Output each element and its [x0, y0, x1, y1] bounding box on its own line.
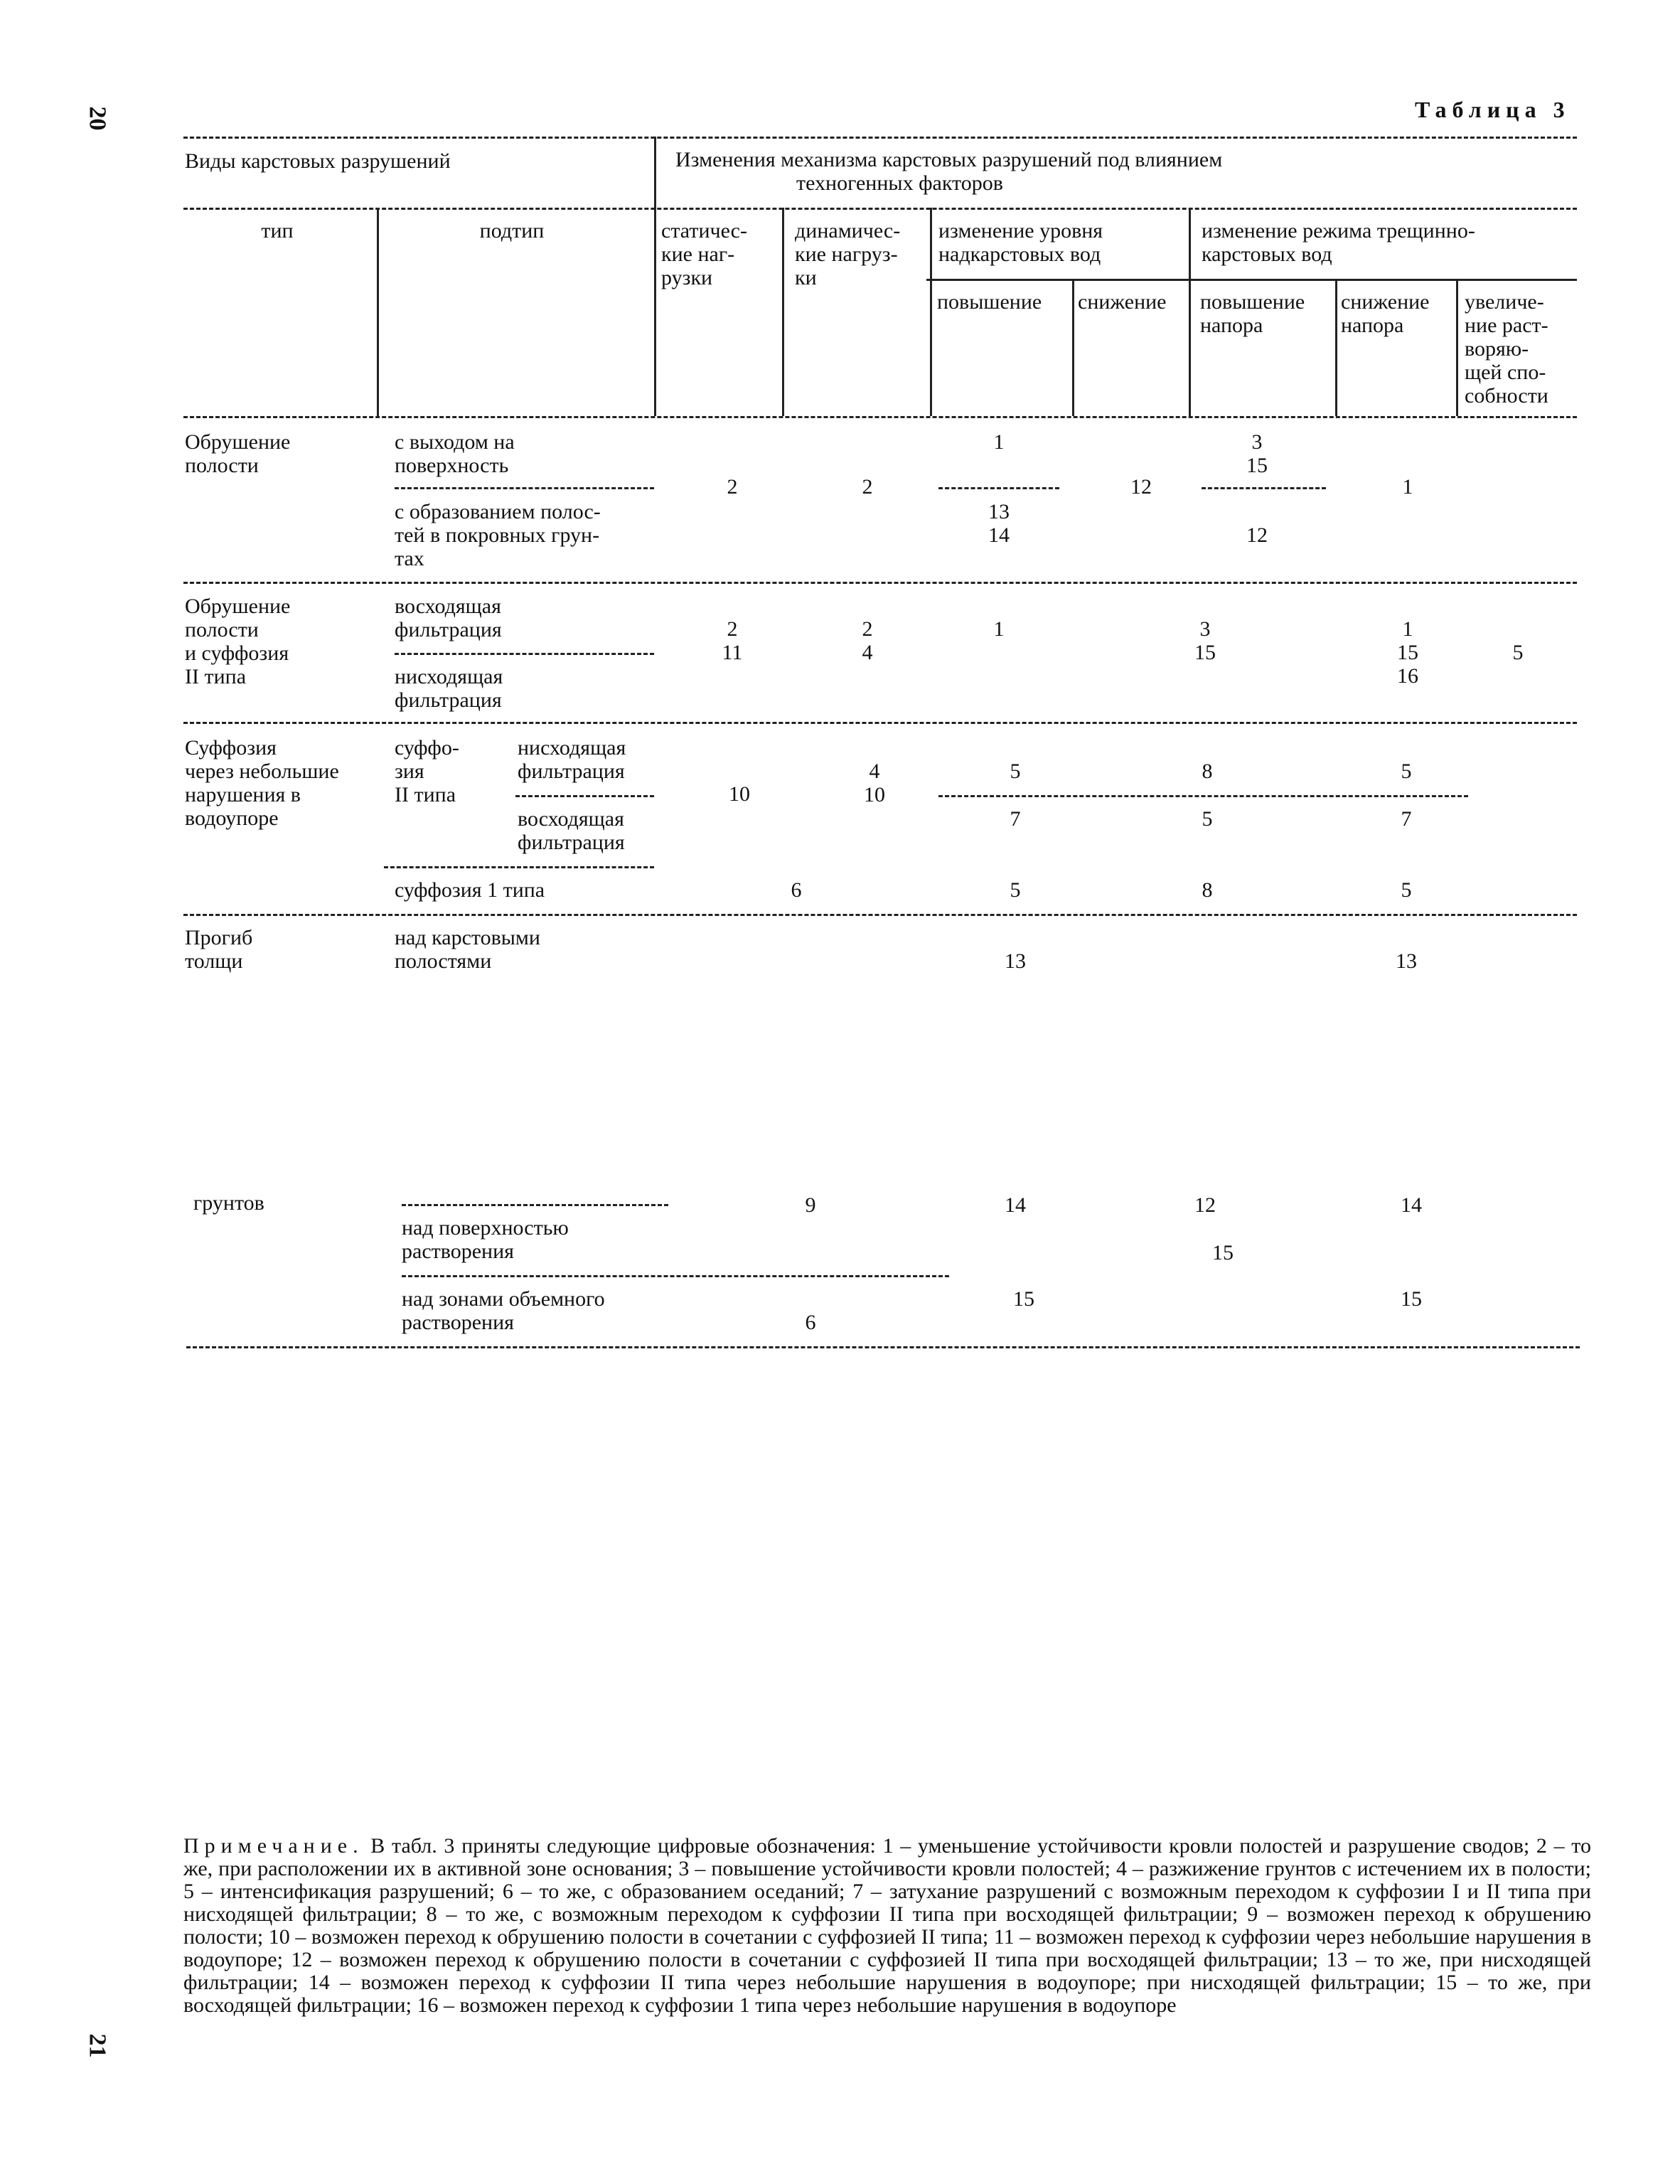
row5-rise-b: 15: [1013, 1287, 1034, 1311]
header-group-right-2: техногенных факторов: [796, 171, 1003, 195]
header-subtype: подтип: [479, 219, 545, 243]
table-title: Таблица 3: [1415, 97, 1571, 122]
row3-dynamic: 4 10: [864, 760, 885, 806]
header-level: изменение уровня надкарстовых вод: [938, 219, 1103, 266]
row1-rise-b: 13 14: [988, 500, 1010, 547]
row1-type: Обрушение полости: [185, 430, 291, 477]
row4-type: Прогиб толщи: [185, 926, 253, 973]
row5-fall: 12: [1194, 1193, 1216, 1217]
row2-press-fall: 1 15 16: [1397, 617, 1418, 688]
row3c-press-fall: 5: [1401, 878, 1412, 902]
row3-subtype-c: суффозия 1 типа: [395, 878, 545, 902]
page-number-bottom: 21: [84, 2033, 111, 2058]
row2-press-rise: 3 15: [1194, 617, 1216, 664]
header-type: тип: [261, 219, 294, 243]
row3-press-rise-a: 8: [1202, 760, 1213, 783]
row5-press-fall: 14: [1401, 1193, 1422, 1217]
header-dissolve: увеличе- ние раст- воряю- щей спо- собности: [1465, 290, 1548, 407]
row3-subtype-b: восходящая фильтрация: [518, 807, 625, 854]
header-regime: изменение режима трещинно- карстовых вод: [1202, 219, 1475, 266]
row2-rise: 1: [993, 617, 1005, 641]
row5-type: грунтов: [193, 1191, 264, 1215]
row1-press-fall: 1: [1402, 475, 1413, 499]
row5-press-rise: 15: [1212, 1241, 1234, 1264]
row2-dynamic: 2 4: [862, 617, 873, 664]
row3-press-fall-a: 5: [1401, 760, 1412, 783]
row4-subtype: над карстовыми полостями: [395, 926, 540, 973]
row5-subtype-b: над зонами объемного растворения: [402, 1287, 605, 1334]
row3-rise-b: 7: [1010, 807, 1021, 831]
row3c-rise: 5: [1010, 878, 1021, 902]
row4-press-fall: 13: [1396, 949, 1417, 973]
row2-static: 2 11: [722, 617, 743, 664]
table-note: [183, 1835, 1591, 2017]
header-rise: повышение: [937, 290, 1042, 314]
note-text: В табл. 3 приняты следующие цифровые обозначения: 1 – уменьшение устойчивости кровли полостей и разрушение сводов; 2 – то же, при расположении их в активной зоне основания; 3 – повышение устойчивости кровли полостей; 4 – разжижение грунтов с истечением их в полости; 5 – интенсификация разрушений; 6 – то же, с образованием оседаний; 7 – затухание разрушений с возможным переходом к суффозии I и II типа при нисходящей фильтрации; 8 – то же, с возможным переходом к суффозии II типа при восходящей фильтрации; 9 – возможен переход к обрушению полости; 10 – возможен переход к обрушению полости в сочетании с суффозией II типа; 11 – возможен переход к суффозии через небольшие нарушения в водоупоре; 12 – возможен переход к обрушению полости в сочетании с суффозией II типа при восходящей фильтрации; 13 – то же, при нисходящей фильтрации; 14 – возможен переход к суффозии II типа через небольшие нарушения в водоупоре; при нисходящей фильтрации; 15 – то же, при восходящей фильтрации; 16 – возможен переход к суффозии 1 типа через небольшие нарушения в водоупоре: [183, 1834, 1591, 2017]
row1-subtype-a: с выходом на поверхность: [395, 430, 515, 477]
row1-subtype-b: с образованием полос- тей в покровных грун- тах: [395, 500, 601, 570]
row1-rise-a: 1: [993, 430, 1005, 454]
row5-press-fall-b: 15: [1401, 1287, 1422, 1311]
note-label: Примечание.: [183, 1834, 364, 1858]
row5-rise: 14: [1005, 1193, 1026, 1217]
row3-static: 10: [729, 782, 750, 806]
row2-dissolve: 5: [1512, 641, 1524, 664]
page-number-top: 20: [84, 106, 111, 131]
row1-static: 2: [727, 475, 738, 499]
row5-static-b: 6: [805, 1311, 816, 1334]
row1-press-rise-a: 3 15: [1246, 430, 1268, 477]
row1-press-rise-b: 12: [1246, 523, 1268, 547]
row2-subtype-a: восходящая фильтрация: [395, 595, 502, 641]
row3-subtype-main: суффо- зия II типа: [395, 736, 459, 806]
row3-type: Суффозия через небольшие нарушения в водоупоре: [185, 736, 339, 830]
header-fall: снижение: [1078, 290, 1167, 314]
row3-rise-a: 5: [1010, 760, 1021, 783]
row3-subtype-a: нисходящая фильтрация: [518, 736, 626, 783]
row2-type: Обрушение полости и суффозия II типа: [185, 595, 291, 688]
row5-subtype-a: над поверхностью растворения: [402, 1216, 569, 1263]
row3c-static: 6: [791, 878, 802, 902]
row1-fall: 12: [1130, 475, 1152, 499]
header-group-left: Виды карстовых разрушений: [185, 149, 451, 173]
row4-rise: 13: [1005, 949, 1026, 973]
row3-press-fall-b: 7: [1401, 807, 1412, 831]
row5-dynamic: 9: [805, 1193, 816, 1217]
header-press-fall: снижение напора: [1341, 290, 1430, 337]
header-dynamic: динамичес- кие нагруз- ки: [795, 219, 901, 289]
row2-subtype-b: нисходящая фильтрация: [395, 665, 503, 712]
header-group-right-1: Изменения механизма карстовых разрушений под влиянием: [675, 148, 1223, 171]
header-static: статичес- кие наг- рузки: [661, 219, 747, 289]
row1-dynamic: 2: [862, 475, 873, 499]
header-press-rise: повышение напора: [1200, 290, 1305, 337]
row3-press-rise-b: 5: [1202, 807, 1213, 831]
row3c-press-rise: 8: [1202, 878, 1213, 902]
